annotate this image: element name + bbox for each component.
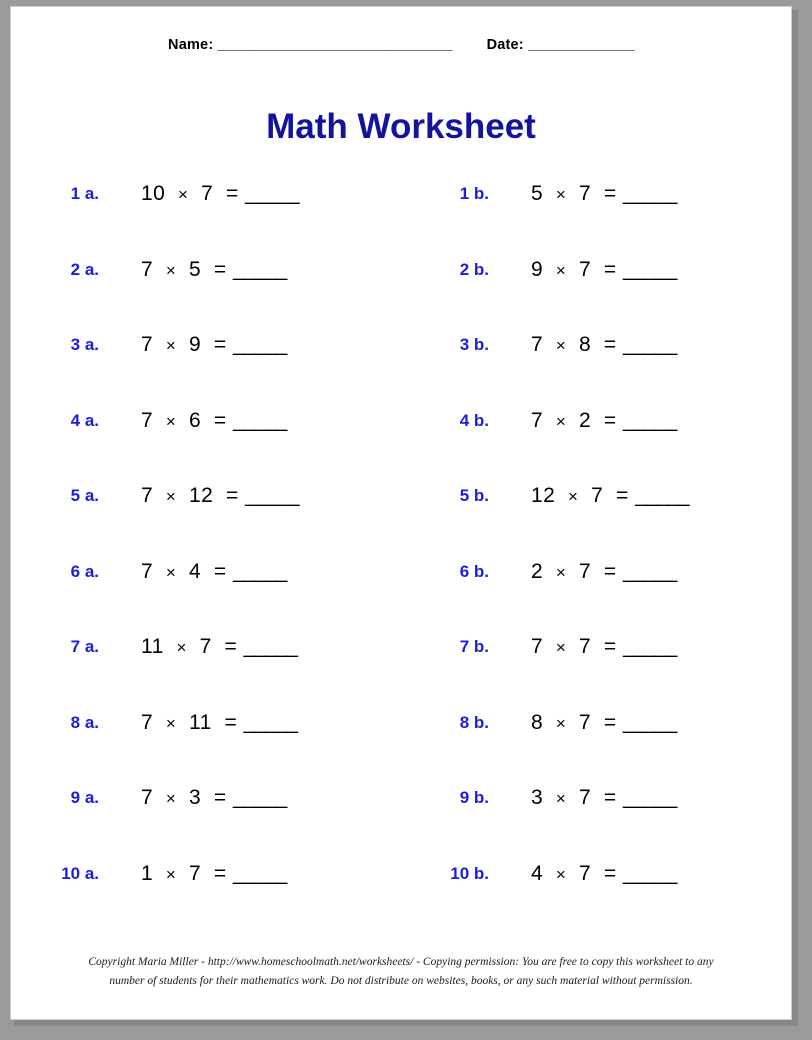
operand-right: 12 [188, 484, 214, 507]
operand-right: 7 [199, 635, 212, 658]
operand-right: 7 [578, 559, 592, 583]
answer-blank[interactable]: _____ [245, 182, 299, 205]
operator-icon: × [555, 562, 567, 582]
problem-number: 3 a. [70, 335, 99, 354]
answer-blank[interactable]: _____ [232, 559, 287, 583]
problem-number: 5 b. [459, 486, 489, 505]
problem-item [11, 632, 401, 708]
problem-number: 9 b. [459, 788, 489, 807]
operator-icon: × [555, 185, 567, 204]
operator-icon: × [165, 864, 177, 884]
operand-right: 7 [578, 710, 592, 734]
problem-expression [531, 330, 676, 361]
problem-expression [531, 632, 676, 663]
operand-right: 8 [578, 333, 592, 356]
operator-icon: × [165, 713, 177, 733]
problem-number: 9 a. [70, 788, 99, 807]
problem-number: 6 a. [70, 561, 99, 581]
answer-blank[interactable]: _____ [622, 559, 677, 583]
operand-right: 9 [188, 333, 202, 356]
name-label: Name: [168, 37, 214, 53]
operand-left: 2 [531, 559, 544, 583]
problem-expression [141, 255, 286, 286]
operator-icon: × [165, 336, 177, 355]
answer-blank[interactable]: _____ [635, 484, 689, 507]
equals-sign: = [213, 257, 227, 281]
problem-number: 10 a. [61, 863, 99, 883]
operator-icon: × [165, 562, 177, 582]
operand-left: 7 [141, 786, 154, 809]
operand-left: 7 [141, 559, 154, 583]
problem-expression [531, 255, 676, 286]
operand-left: 1 [141, 861, 154, 885]
problem-item [11, 708, 401, 784]
operand-left: 7 [141, 408, 154, 432]
problem-item [401, 330, 791, 406]
equals-sign: = [603, 182, 617, 205]
problem-expression [531, 859, 676, 890]
answer-blank[interactable]: _____ [622, 635, 677, 658]
operand-right: 5 [188, 257, 202, 281]
operator-icon: × [555, 789, 567, 808]
operand-left: 12 [531, 484, 556, 507]
equals-sign: = [213, 559, 227, 583]
date-blank-rule[interactable]: ______________ [528, 37, 634, 53]
problem-expression [531, 406, 676, 437]
operand-left: 7 [141, 710, 154, 734]
equals-sign: = [603, 257, 617, 281]
answer-blank[interactable]: _____ [622, 257, 677, 281]
answer-blank[interactable]: _____ [232, 408, 287, 432]
operand-left: 7 [141, 257, 154, 281]
problem-row [11, 708, 791, 784]
equals-sign: = [603, 861, 617, 885]
answer-blank[interactable]: _____ [232, 333, 287, 356]
operand-right: 2 [578, 408, 592, 432]
problem-expression [141, 481, 299, 512]
problem-number: 3 b. [459, 335, 489, 354]
problem-number: 2 a. [70, 259, 99, 279]
problem-row [11, 406, 791, 482]
problem-item [401, 406, 791, 482]
problem-item [11, 481, 401, 557]
operand-right: 7 [578, 257, 592, 281]
equals-sign: = [224, 635, 238, 658]
problem-item [401, 255, 791, 331]
answer-blank[interactable]: _____ [245, 484, 299, 507]
problem-number: 1 a. [70, 184, 99, 203]
equals-sign: = [226, 484, 239, 507]
operator-icon: × [165, 411, 177, 431]
problem-row [11, 859, 791, 935]
answer-blank[interactable]: _____ [622, 182, 677, 205]
operand-right: 7 [578, 786, 592, 809]
operand-left: 8 [531, 710, 544, 734]
answer-blank[interactable]: _____ [622, 786, 677, 809]
equals-sign: = [213, 861, 227, 885]
operator-icon: × [568, 487, 579, 506]
problem-number: 1 b. [459, 184, 489, 203]
operand-left: 10 [141, 182, 166, 205]
equals-sign: = [213, 333, 227, 356]
operand-right: 7 [591, 484, 604, 507]
problem-item [11, 330, 401, 406]
operator-icon: × [165, 260, 177, 280]
problem-expression [141, 330, 286, 361]
equals-sign: = [213, 408, 227, 432]
problem-expression [531, 783, 676, 814]
problem-expression [141, 406, 286, 437]
operand-right: 3 [188, 786, 202, 809]
problem-expression [141, 179, 299, 210]
equals-sign: = [224, 710, 238, 734]
answer-blank[interactable]: _____ [622, 333, 677, 356]
problem-expression [531, 557, 676, 588]
answer-blank[interactable]: _____ [243, 710, 297, 734]
operand-right: 4 [188, 559, 202, 583]
problem-number: 4 b. [459, 410, 489, 430]
problem-number: 4 a. [70, 410, 99, 430]
problem-row [11, 557, 791, 633]
copyright-footer [11, 953, 791, 991]
problem-item [11, 783, 401, 859]
copyright-line-1: Copyright Maria Miller - http://www.homeschoolmath.net/worksheets/ - Copying permission: You are free to copy this worksheet to any [88, 956, 714, 968]
operator-icon: × [555, 336, 567, 355]
operator-icon: × [555, 864, 567, 884]
operand-right: 7 [578, 861, 592, 885]
problem-number: 2 b. [459, 259, 489, 279]
operand-left: 11 [141, 635, 164, 658]
operand-left: 9 [531, 257, 544, 281]
operand-left: 5 [531, 182, 544, 205]
operator-icon: × [176, 638, 187, 657]
operator-icon: × [165, 487, 177, 506]
operator-icon: × [555, 638, 567, 657]
problem-item [11, 406, 401, 482]
problem-item [401, 859, 791, 935]
operand-left: 3 [531, 786, 544, 809]
operand-right: 7 [201, 182, 214, 205]
equals-sign: = [603, 635, 617, 658]
problem-number: 8 b. [459, 712, 489, 732]
problem-expression [531, 481, 689, 512]
problem-item [401, 783, 791, 859]
problem-row [11, 783, 791, 859]
problem-item [11, 255, 401, 331]
problem-number: 5 a. [70, 486, 99, 505]
problem-number: 10 b. [450, 863, 489, 883]
problem-item [401, 179, 791, 255]
answer-blank[interactable]: _____ [622, 861, 677, 885]
problem-expression [141, 859, 286, 890]
operand-right: 7 [188, 861, 202, 885]
problem-number: 6 b. [459, 561, 489, 581]
operand-left: 7 [531, 333, 544, 356]
problem-row [11, 481, 791, 557]
problem-item [11, 859, 401, 935]
operand-left: 7 [141, 333, 154, 356]
problem-item [11, 557, 401, 633]
answer-blank[interactable]: _____ [232, 257, 287, 281]
equals-sign: = [213, 786, 227, 809]
answer-blank[interactable]: _____ [622, 408, 677, 432]
operand-left: 4 [531, 861, 544, 885]
operand-left: 7 [531, 635, 544, 658]
equals-sign: = [603, 408, 617, 432]
operand-right: 7 [578, 635, 592, 658]
operand-right: 7 [578, 182, 592, 205]
answer-blank[interactable]: _____ [232, 861, 287, 885]
operator-icon: × [555, 411, 567, 431]
answer-blank[interactable]: _____ [232, 786, 287, 809]
copyright-line-2: number of students for their mathematics work. Do not distribute on websites, books, or any such material without permission. [109, 975, 693, 987]
problem-expression [531, 708, 676, 739]
problem-grid [11, 179, 791, 934]
problem-expression [141, 783, 286, 814]
problem-item [11, 179, 401, 255]
problem-number: 7 b. [459, 637, 489, 656]
equals-sign: = [616, 484, 629, 507]
problem-number: 7 a. [70, 637, 99, 656]
problem-number: 8 a. [70, 712, 99, 732]
problem-item [401, 481, 791, 557]
worksheet-page [10, 6, 792, 1020]
operand-left: 7 [141, 484, 154, 507]
operator-icon: × [555, 260, 567, 280]
page-title: Math Worksheet [266, 107, 536, 146]
answer-blank[interactable]: _____ [243, 635, 297, 658]
problem-expression [141, 557, 286, 588]
problem-row [11, 179, 791, 255]
answer-blank[interactable]: _____ [622, 710, 677, 734]
equals-sign: = [226, 182, 239, 205]
equals-sign: = [603, 786, 617, 809]
equals-sign: = [603, 333, 617, 356]
problem-item [401, 632, 791, 708]
problem-row [11, 255, 791, 331]
student-info-line [11, 37, 791, 53]
operator-icon: × [555, 713, 567, 733]
problem-expression [531, 179, 676, 210]
problem-row [11, 330, 791, 406]
problem-expression [141, 708, 297, 739]
date-label: Date: [486, 37, 524, 53]
operator-icon: × [165, 789, 177, 808]
problem-item [401, 708, 791, 784]
equals-sign: = [603, 710, 617, 734]
operand-right: 11 [188, 710, 212, 734]
equals-sign: = [603, 559, 617, 583]
operand-right: 6 [188, 408, 202, 432]
problem-row [11, 632, 791, 708]
problem-item [401, 557, 791, 633]
operator-icon: × [178, 185, 189, 204]
operand-left: 7 [531, 408, 544, 432]
problem-expression [141, 632, 297, 663]
name-blank-rule[interactable]: _______________________________ [217, 37, 453, 53]
